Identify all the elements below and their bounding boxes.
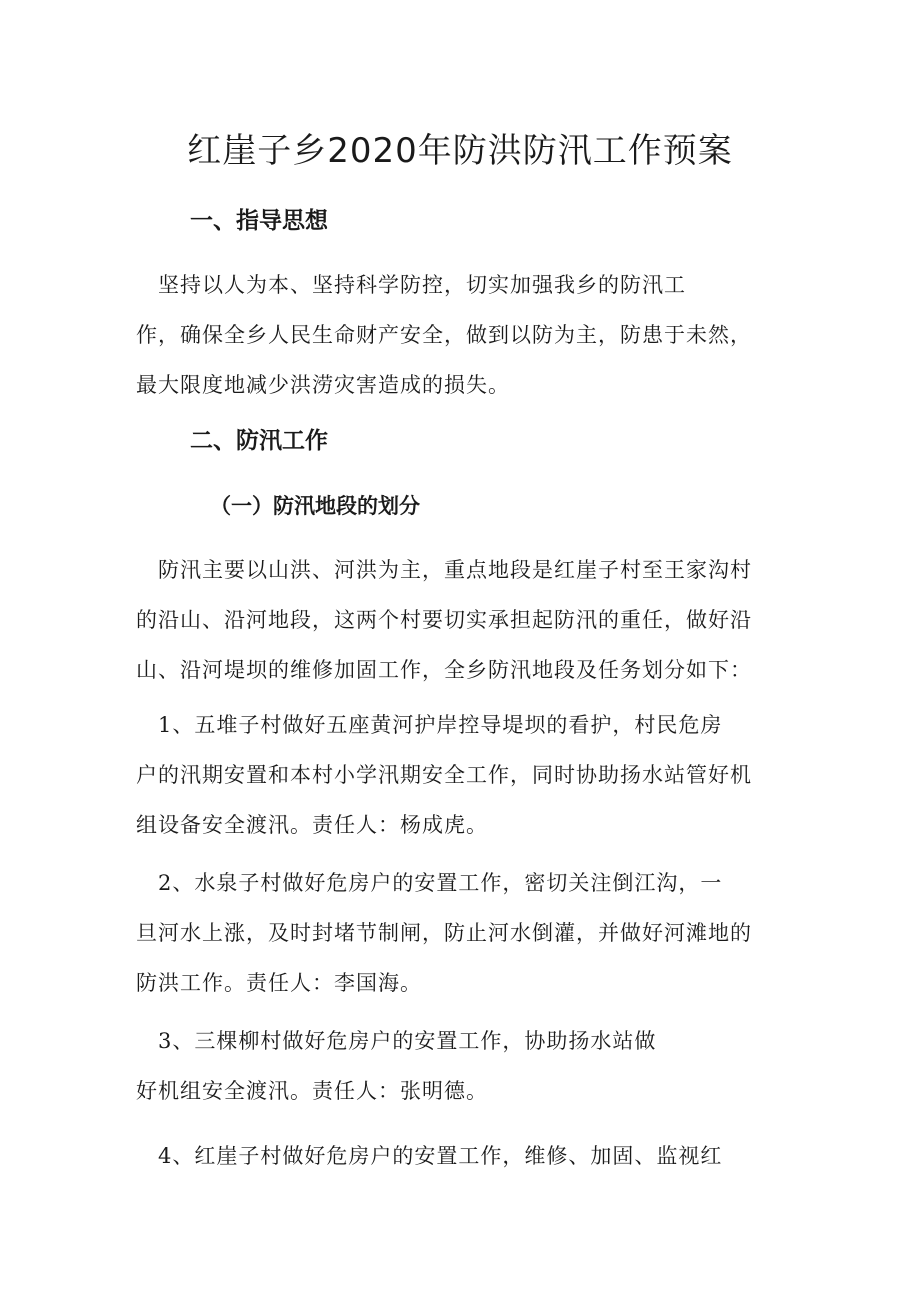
paragraph-line: 坚持以人为本、坚持科学防控，切实加强我乡的防汛工: [136, 273, 686, 297]
paragraph-line: 旦河水上涨，及时封堵节制闸，防止河水倒灌，并做好河滩地的: [136, 921, 752, 945]
paragraph-line: 4、红崖子村做好危房户的安置工作，维修、加固、监视红: [136, 1144, 723, 1168]
subsection-heading-zoning: （一）防汛地段的划分: [210, 494, 420, 518]
list-item-wuduizi: [136, 700, 790, 850]
section-heading-flood-work: 二、防汛工作: [190, 428, 328, 454]
list-item-shuiquanzi: [136, 858, 790, 1008]
document-title: 红崖子乡2020年防洪防汛工作预案: [187, 131, 733, 171]
paragraph-line: 组设备安全渡汛。责任人：杨成虎。: [136, 813, 488, 837]
section-heading-guiding-ideology: 一、指导思想: [190, 208, 328, 234]
paragraph-line: 2、水泉子村做好危房户的安置工作，密切关注倒江沟，一: [136, 871, 723, 895]
paragraph-line: 的沿山、沿河地段，这两个村要切实承担起防汛的重任，做好沿: [136, 608, 752, 632]
paragraph-line: 最大限度地减少洪涝灾害造成的损失。: [136, 373, 510, 397]
paragraph-line: 3、三棵柳村做好危房户的安置工作，协助扬水站做: [136, 1029, 657, 1053]
paragraph-line: 1、五堆子村做好五座黄河护岸控导堤坝的看护，村民危房: [136, 713, 723, 737]
list-item-hongyazi: [136, 1131, 790, 1181]
paragraph-line: 防汛主要以山洪、河洪为主，重点地段是红崖子村至王家沟村: [136, 558, 752, 582]
paragraph-line: 山、沿河堤坝的维修加固工作，全乡防汛地段及任务划分如下：: [136, 658, 752, 682]
paragraph-key-sections: [136, 545, 790, 695]
list-item-sankeliu: [136, 1016, 790, 1116]
paragraph-line: 防洪工作。责任人：李国海。: [136, 971, 422, 995]
paragraph-line: 好机组安全渡汛。责任人：张明德。: [136, 1079, 488, 1103]
paragraph-guiding-ideology: [136, 260, 790, 410]
paragraph-line: 户的汛期安置和本村小学汛期安全工作，同时协助扬水站管好机: [136, 763, 752, 787]
paragraph-line: 作，确保全乡人民生命财产安全，做到以防为主，防患于未然，: [136, 323, 752, 347]
